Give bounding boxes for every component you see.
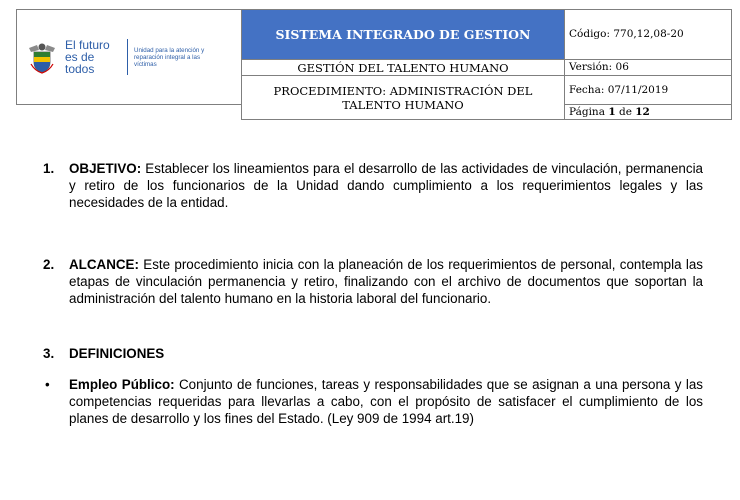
logo-cell — [17, 10, 242, 105]
system-title: SISTEMA INTEGRADO DE GESTION — [242, 10, 565, 60]
coat-of-arms-icon — [25, 40, 59, 74]
section-text: Este procedimiento inicia con la planeación de los requerimientos de personal, contempla las etapas de vinculación permanencia y retiro, finalizando con el archivo de documentos que soportan la administración del talento humano en la historia laboral del funcionario. — [69, 257, 703, 306]
section-definiciones — [43, 345, 703, 362]
section-text: Establecer los lineamientos para el desarrollo de las actividades de vinculación, permanencia y retiro de los funcionarios de la Unidad dando cumplimiento a los requerimientos legales y las necesidades de la entidad. — [69, 161, 703, 210]
section-title: ALCANCE: — [69, 257, 139, 272]
procedure-name: PROCEDIMIENTO: ADMINISTRACIÓN DEL TALENTO HUMANO — [242, 76, 565, 120]
department-name: GESTIÓN DEL TALENTO HUMANO — [242, 60, 565, 76]
logo-unit-text: Unidad para la atención y reparación integral a las víctimas — [134, 46, 205, 68]
definition-term: Empleo Público: — [69, 377, 175, 392]
page-total: 12 — [635, 105, 650, 118]
section-title: OBJETIVO: — [69, 161, 142, 176]
definition-item — [43, 376, 703, 427]
document-code: Código: 770,12,08-20 — [565, 10, 732, 60]
document-body — [43, 160, 703, 427]
bullet-icon: • — [45, 377, 50, 392]
section-title: DEFINICIONES — [69, 346, 165, 361]
section-number: 3. — [43, 346, 55, 361]
page-indicator: Página 1 de 12 — [565, 105, 732, 120]
document-version: Versión: 06 — [565, 60, 732, 76]
section-objetivo — [43, 160, 703, 211]
document-date: Fecha: 07/11/2019 — [565, 76, 732, 105]
page-current: 1 — [608, 105, 616, 118]
section-number: 1. — [43, 161, 55, 176]
logo-tagline: El futuro es de todos — [65, 39, 128, 75]
section-alcance — [43, 256, 703, 307]
document-header — [16, 9, 732, 120]
institution-logo — [17, 39, 241, 75]
section-number: 2. — [43, 257, 55, 272]
definition-text: Conjunto de funciones, tareas y responsabilidades que se asignan a una persona y las competencias requeridas para llevarlas a cabo, con el propósito de satisfacer el cumplimiento de los planes de desarrollo y los fines del Estado. (Ley 909 de 1994 art.19) — [69, 377, 703, 426]
